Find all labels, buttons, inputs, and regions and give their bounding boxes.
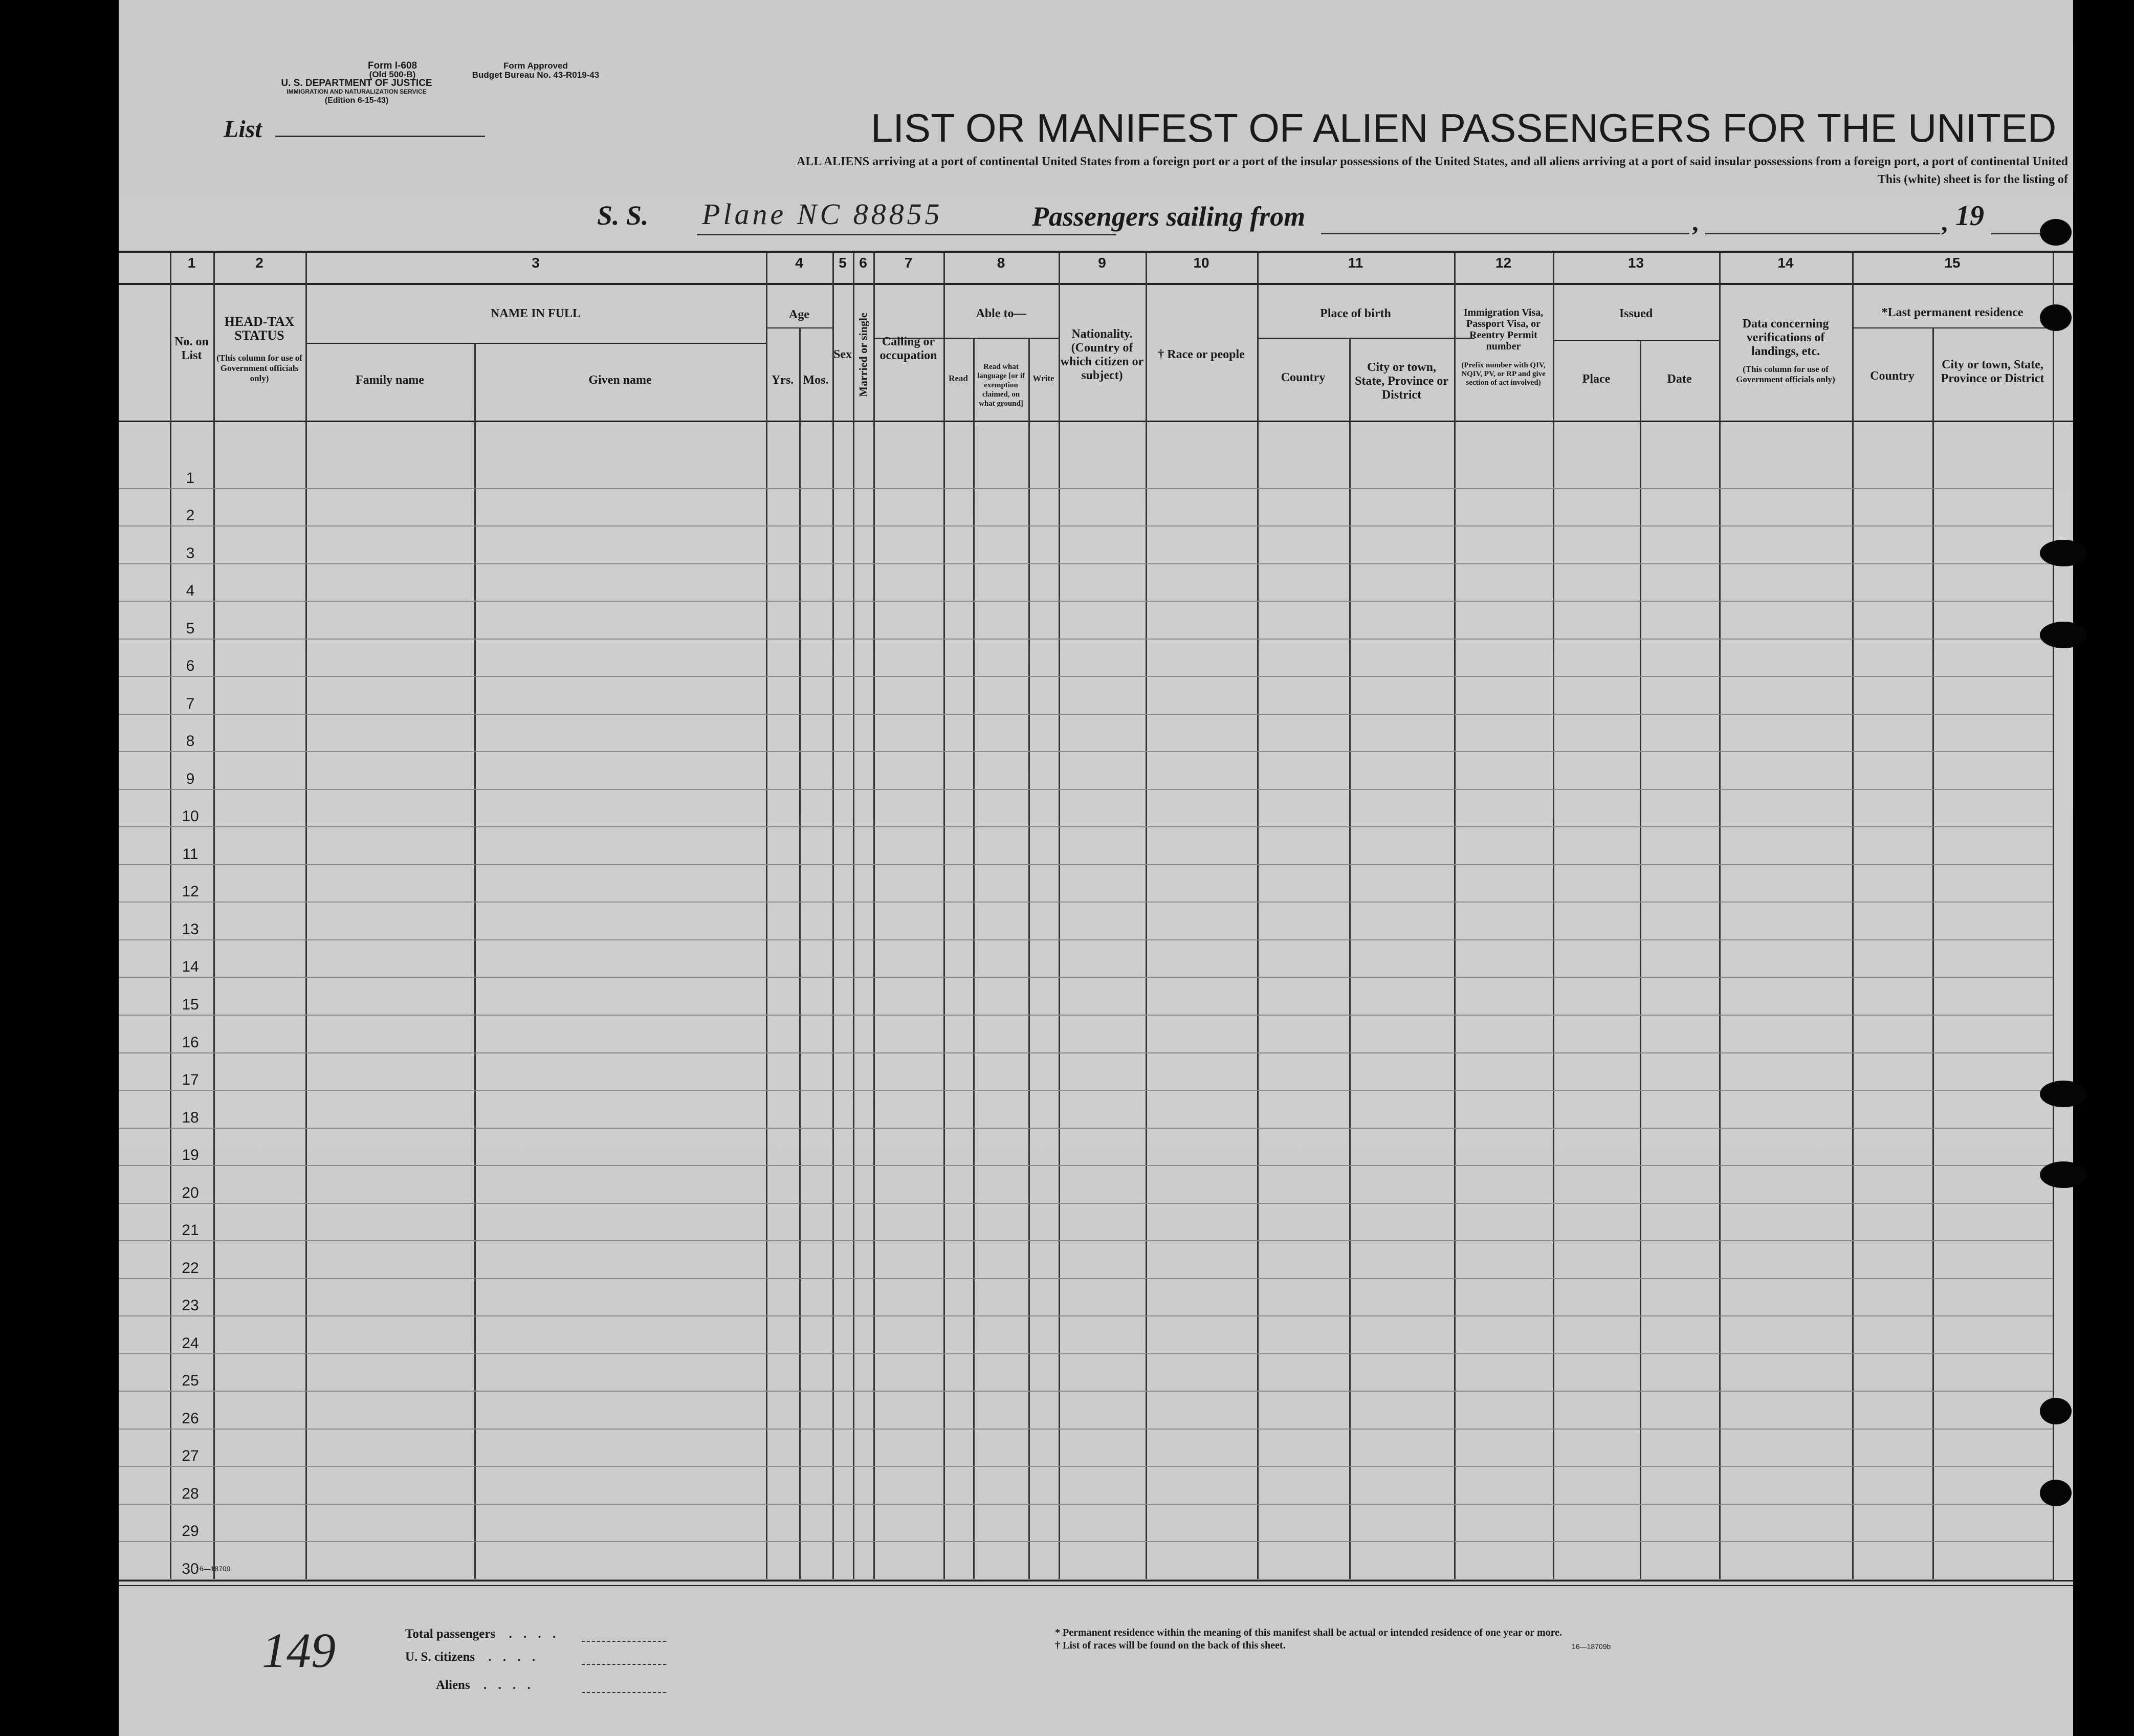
row-number: 15 xyxy=(182,996,199,1013)
header-residence-country: Country xyxy=(1870,369,1915,383)
total-passengers-text: Total passengers xyxy=(405,1627,496,1641)
header-issued: Issued xyxy=(1619,307,1653,320)
row-number: 3 xyxy=(186,544,195,562)
col-border xyxy=(1028,338,1030,1580)
col-num-1: 1 xyxy=(187,255,196,271)
header-issued-place: Place xyxy=(1582,372,1611,386)
col-border xyxy=(1257,251,1259,1580)
us-citizens-label xyxy=(405,1650,539,1664)
department-name: U. S. DEPARTMENT OF JUSTICE xyxy=(281,78,432,89)
header-verifications-note: (This column for use of Government officials only) xyxy=(1736,364,1835,384)
table-row xyxy=(119,1315,2053,1316)
aliens-label xyxy=(436,1678,535,1693)
row-number: 27 xyxy=(182,1447,199,1465)
header-nationality: Nationality. (Country of which citizen or subject) xyxy=(1060,327,1144,382)
table-top-border xyxy=(119,251,2073,253)
table-row xyxy=(119,1203,2053,1204)
list-label-text: List xyxy=(224,116,262,143)
print-code-right: 16—18709b xyxy=(1572,1642,1611,1651)
column-number-border xyxy=(119,283,2073,285)
print-code: 16—18709 xyxy=(195,1565,231,1573)
row-number: 13 xyxy=(182,920,199,938)
col-num-7: 7 xyxy=(904,255,913,271)
table-row xyxy=(119,639,2053,640)
binding-hole xyxy=(2040,219,2072,246)
col-num-2: 2 xyxy=(255,255,263,271)
leader-dots: . . . . xyxy=(509,1627,560,1641)
budget-approval xyxy=(454,61,618,80)
header-sex: Sex xyxy=(833,348,852,361)
list-label xyxy=(224,115,485,143)
list-number-field[interactable] xyxy=(275,136,485,137)
row-number: 12 xyxy=(182,883,199,900)
row-number: 17 xyxy=(182,1071,199,1089)
row-number: 29 xyxy=(182,1523,199,1540)
binding-hole xyxy=(2040,1081,2087,1107)
row-number: 19 xyxy=(182,1147,199,1164)
col-border xyxy=(799,327,801,1580)
col-border xyxy=(213,251,215,1580)
header-residence-city: City or town, State, Province or District xyxy=(1941,358,2044,385)
row-number: 5 xyxy=(186,620,195,637)
row-number: 20 xyxy=(182,1184,199,1201)
instructions-line-2: This (white) sheet is for the listing of xyxy=(1877,173,2068,186)
col-border xyxy=(1719,251,1721,1580)
issued-subheader-line xyxy=(1553,340,1719,341)
header-read-language: Read what language [or if exemption claimed, on what ground] xyxy=(977,363,1025,408)
leader-dots: . . . . xyxy=(483,1678,535,1692)
table-row xyxy=(119,563,2053,564)
table-row xyxy=(119,1353,2053,1354)
row-number: 22 xyxy=(182,1259,199,1277)
col-border xyxy=(474,343,476,1580)
header-write: Write xyxy=(1032,373,1054,383)
col-border xyxy=(1553,251,1554,1580)
col-border xyxy=(1059,251,1060,1580)
col-num-4: 4 xyxy=(795,255,803,271)
col-border xyxy=(1146,251,1147,1580)
table-row xyxy=(119,1541,2053,1542)
row-number: 14 xyxy=(182,958,199,976)
approval-text: Form Approved xyxy=(503,61,568,71)
instructions-line-1: ALL ALIENS arriving at a port of continental United States from a foreign port or a port of the insular possessions of the United States, and all aliens arriving at a port of said insular possessions from a foreign port, a port of continental United xyxy=(797,155,2068,168)
row-number: 8 xyxy=(186,733,195,750)
col-border xyxy=(2053,251,2054,1580)
year-field[interactable] xyxy=(1991,233,2048,234)
row-number: 24 xyxy=(182,1334,199,1352)
birth-subheader-line xyxy=(1257,338,1475,339)
col-border xyxy=(1454,251,1456,1580)
table-row xyxy=(119,751,2053,752)
row-number: 28 xyxy=(182,1485,199,1502)
col-border xyxy=(766,251,767,1580)
leader-dots: . . . . xyxy=(488,1650,540,1664)
header-read: Read xyxy=(949,373,968,383)
table-row xyxy=(119,525,2053,526)
binding-hole xyxy=(2040,540,2087,566)
col-num-6: 6 xyxy=(859,255,867,271)
col-border xyxy=(853,251,854,1580)
aliens-field[interactable] xyxy=(582,1692,666,1693)
footnote-races: † List of races will be found on the back of this sheet. xyxy=(1055,1640,1286,1651)
page-title: LIST OR MANIFEST OF ALIEN PASSENGERS FOR THE UNITED xyxy=(871,105,2057,150)
col-border xyxy=(1852,251,1854,1580)
form-old-number: (Old 500-B) xyxy=(369,70,416,79)
row-number: 16 xyxy=(182,1034,199,1051)
header-given-name: Given name xyxy=(588,373,652,387)
col-num-14: 14 xyxy=(1777,255,1794,271)
table-bottom-border xyxy=(119,1580,2073,1581)
row-number: 7 xyxy=(186,695,195,712)
col-num-8: 8 xyxy=(997,255,1005,271)
form-header xyxy=(272,61,441,105)
us-citizens-field[interactable] xyxy=(582,1664,666,1665)
name-subheader-line xyxy=(305,343,766,344)
comma-1: , xyxy=(1692,208,1699,236)
col-border xyxy=(873,251,875,1580)
col-num-9: 9 xyxy=(1098,255,1106,271)
table-row xyxy=(119,826,2053,827)
table-row xyxy=(119,864,2053,865)
binding-hole xyxy=(2040,1480,2072,1506)
table-row xyxy=(119,1278,2053,1279)
table-row xyxy=(119,1240,2053,1241)
col-num-10: 10 xyxy=(1193,255,1209,271)
service-name: IMMIGRATION AND NATURALIZATION SERVICE xyxy=(287,88,427,95)
binding-hole xyxy=(2040,1161,2087,1188)
table-row xyxy=(119,1466,2053,1467)
sailing-label: Passengers sailing from xyxy=(1032,201,1306,232)
row-number: 9 xyxy=(186,770,195,787)
table-row xyxy=(119,488,2053,489)
col-border xyxy=(1349,338,1351,1580)
binding-hole xyxy=(2040,622,2087,648)
table-row xyxy=(119,977,2053,978)
col-border xyxy=(973,338,975,1580)
col-num-13: 13 xyxy=(1627,255,1644,271)
us-citizens-text: U. S. citizens xyxy=(405,1650,475,1664)
row-number: 2 xyxy=(186,507,195,524)
header-visa-note: (Prefix number with QIV, NQIV, PV, or RP and give section of act involved) xyxy=(1461,361,1546,387)
col-num-15: 15 xyxy=(1944,255,1961,271)
footnote-residence: * Permanent residence within the meaning of this manifest shall be actual or intended residence of one year or more. xyxy=(1055,1627,1563,1638)
residence-subheader-line xyxy=(1852,327,2052,328)
header-married-or-single: Married or single xyxy=(856,313,870,397)
row-number: 26 xyxy=(182,1410,199,1427)
header-age-yrs: Yrs. xyxy=(771,373,794,387)
header-verifications: Data concerning verifications of landings, etc. xyxy=(1742,317,1829,358)
row-number: 18 xyxy=(182,1109,199,1126)
table-row xyxy=(119,1579,2053,1580)
col-border xyxy=(305,251,307,1580)
table-row xyxy=(119,1128,2053,1129)
header-able-to: Able to— xyxy=(976,307,1026,320)
table-row xyxy=(119,1391,2053,1392)
total-passengers-field[interactable] xyxy=(582,1641,666,1642)
table-row xyxy=(119,601,2053,602)
header-name-in-full: NAME IN FULL xyxy=(490,307,581,320)
header-calling: Calling or occupation xyxy=(879,335,937,362)
table-row xyxy=(119,1090,2053,1091)
header-head-tax-note: (This column for use of Government officials only) xyxy=(216,353,302,383)
table-row xyxy=(119,1165,2053,1166)
header-birth-city: City or town, State, Province or District xyxy=(1355,361,1448,402)
header-visa: Immigration Visa, Passport Visa, or Reentry Permit number xyxy=(1463,307,1544,352)
col-num-12: 12 xyxy=(1495,255,1512,271)
header-birth-country: Country xyxy=(1281,371,1326,384)
header-age-mos: Mos. xyxy=(803,373,829,387)
row-number: 23 xyxy=(182,1297,199,1314)
form-number: Form I-608 xyxy=(367,60,417,71)
table-row xyxy=(119,1504,2053,1505)
table-row xyxy=(119,1015,2053,1016)
header-head-tax: HEAD-TAX STATUS xyxy=(224,314,295,343)
bottom-separator xyxy=(119,1585,2073,1586)
col-border xyxy=(832,251,834,1580)
budget-number: Budget Bureau No. 43-R019-43 xyxy=(472,70,600,80)
table-row xyxy=(119,789,2053,790)
year-prefix: 19 xyxy=(1955,200,1984,232)
handwritten-sheet-number: 149 xyxy=(262,1623,336,1678)
row-number: 1 xyxy=(186,469,195,487)
col-num-11: 11 xyxy=(1348,255,1363,271)
table-row xyxy=(119,676,2053,677)
col-border xyxy=(1932,327,1934,1580)
header-last-residence: *Last permanent residence xyxy=(1881,306,2023,319)
binding-hole xyxy=(2040,1398,2072,1424)
col-num-5: 5 xyxy=(839,255,847,271)
total-passengers-label xyxy=(405,1627,560,1641)
header-no-on-list: No. on List xyxy=(174,335,209,362)
header-issued-date: Date xyxy=(1667,372,1692,386)
table-row xyxy=(119,1429,2053,1430)
vessel-underline xyxy=(697,234,1116,235)
row-number: 10 xyxy=(182,808,199,825)
header-family-name: Family name xyxy=(356,373,424,387)
row-number: 21 xyxy=(182,1222,199,1239)
comma-2: , xyxy=(1941,208,1948,236)
manifest-sheet xyxy=(119,0,2073,1736)
col-num-3: 3 xyxy=(532,255,540,271)
vessel-prefix: S. S. xyxy=(597,200,649,231)
row-number: 4 xyxy=(186,582,195,600)
table-row xyxy=(119,1052,2053,1053)
row-number: 11 xyxy=(182,845,199,863)
table-row xyxy=(119,902,2053,903)
header-race: † Race or people xyxy=(1158,348,1245,361)
row-number: 6 xyxy=(186,657,195,675)
col-border xyxy=(943,251,945,1580)
aliens-text: Aliens xyxy=(436,1678,470,1692)
header-place-of-birth: Place of birth xyxy=(1320,307,1391,320)
form-edition: (Edition 6-15-43) xyxy=(324,96,389,105)
table-row xyxy=(119,714,2053,715)
sailing-from-field[interactable] xyxy=(1321,233,1689,234)
sailing-date-field[interactable] xyxy=(1705,233,1940,234)
header-age: Age xyxy=(789,308,809,321)
table-row xyxy=(119,939,2053,940)
row-number: 30 xyxy=(182,1561,199,1577)
vessel-name-handwritten: Plane NC 88855 xyxy=(702,197,943,231)
header-bottom-border xyxy=(119,421,2073,422)
row-number: 25 xyxy=(182,1372,199,1390)
binding-hole xyxy=(2040,304,2072,331)
